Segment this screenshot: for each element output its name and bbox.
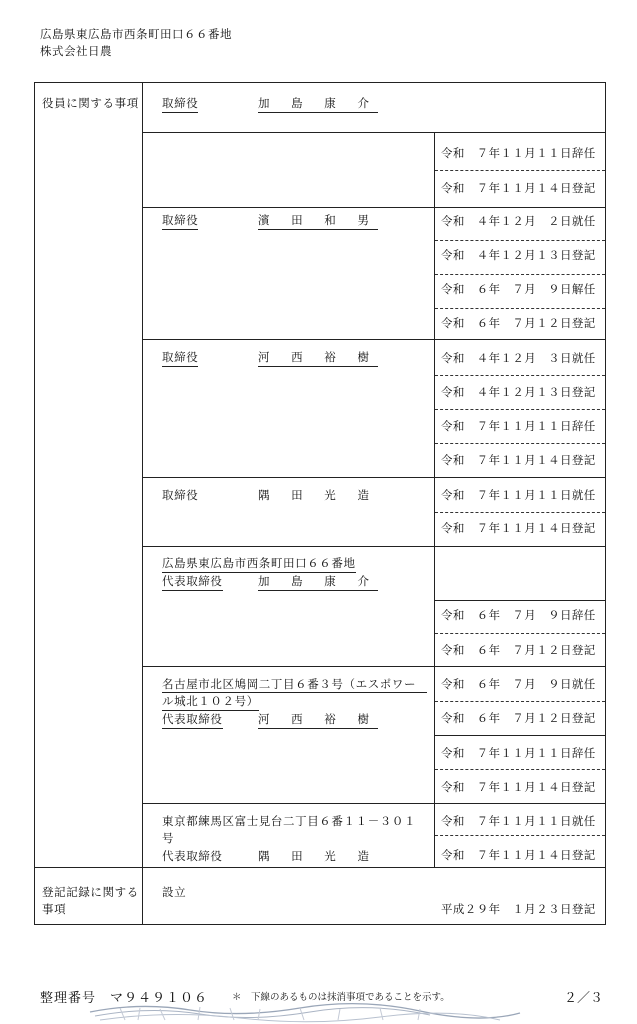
header-address: 広島県東広島市西条町田口６６番地 bbox=[40, 27, 232, 41]
record-event: 設立 bbox=[162, 885, 187, 899]
row-divider bbox=[434, 600, 605, 601]
row-divider bbox=[142, 477, 605, 478]
rep-address-line1: 東京都練馬区富士見台二丁目６番１１－３０１ bbox=[162, 814, 417, 828]
row-divider bbox=[142, 666, 605, 667]
row-divider bbox=[142, 207, 605, 208]
rep-date: 令和 ７年１１月１４日登記 bbox=[441, 780, 596, 794]
row-divider bbox=[142, 803, 605, 804]
officer-date: 令和 ４年１２月 ２日就任 bbox=[441, 214, 596, 228]
officer-date: 令和 ４年１２月 ３日就任 bbox=[441, 351, 596, 365]
officer-name: 濱 田 和 男 bbox=[258, 212, 378, 230]
record-date: 平成２９年 １月２３日登記 bbox=[441, 902, 596, 916]
rep-date: 令和 ６年 ７月 ９日辞任 bbox=[441, 608, 596, 622]
officer-date: 令和 ７年１１月１１日辞任 bbox=[441, 419, 596, 433]
rep-role: 代表取締役 bbox=[162, 573, 223, 591]
officer-date: 令和 ４年１２月１３日登記 bbox=[441, 248, 596, 262]
rep-address-line1: 名古屋市北区鳩岡二丁目６番３号（エスポワー bbox=[162, 676, 427, 693]
officer-role: 取締役 bbox=[162, 349, 198, 367]
row-divider bbox=[434, 735, 605, 736]
officer-date: 令和 ７年１１月１４日登記 bbox=[441, 181, 596, 195]
rep-date: 令和 ６年 ７月１２日登記 bbox=[441, 711, 596, 725]
officer-name: 加 島 康 介 bbox=[258, 95, 378, 113]
label-column-divider bbox=[142, 83, 143, 924]
officer-date: 令和 ６年 ７月 ９日解任 bbox=[441, 282, 596, 296]
record-title-line1: 登記記録に関する bbox=[42, 885, 139, 899]
officer-role: 取締役 bbox=[162, 212, 198, 230]
officer-date: 令和 ７年１１月１４日登記 bbox=[441, 521, 596, 535]
section-divider bbox=[35, 867, 605, 868]
rep-address-line2: 号 bbox=[162, 831, 175, 845]
rep-date: 令和 ６年 ７月 ９日就任 bbox=[441, 677, 596, 691]
footer-serial: 整理番号 マ９４９１０６ bbox=[40, 991, 209, 1006]
row-divider bbox=[142, 132, 605, 133]
rep-address-line2: ル城北１０２号） bbox=[162, 693, 259, 711]
officer-date: 令和 ７年１１月１１日辞任 bbox=[441, 146, 596, 160]
officer-date: 令和 ７年１１月１１日就任 bbox=[441, 488, 596, 502]
footer-page: ２／３ bbox=[564, 991, 604, 1006]
officer-role: 取締役 bbox=[162, 488, 199, 502]
rep-name: 隅 田 光 造 bbox=[258, 849, 378, 863]
rep-role: 代表取締役 bbox=[162, 849, 223, 863]
rep-date: 令和 ７年１１月１１日就任 bbox=[441, 814, 596, 828]
officer-date: 令和 ６年 ７月１２日登記 bbox=[441, 316, 596, 330]
officer-name: 河 西 裕 樹 bbox=[258, 349, 378, 367]
officer-role: 取締役 bbox=[162, 95, 198, 113]
header-company: 株式会社日農 bbox=[40, 44, 112, 58]
rep-role: 代表取締役 bbox=[162, 711, 223, 729]
row-divider bbox=[142, 339, 605, 340]
rep-address: 広島県東広島市西条町田口６６番地 bbox=[162, 555, 356, 573]
section-officers-title: 役員に関する事項 bbox=[42, 96, 139, 110]
officer-date: 令和 ７年１１月１４日登記 bbox=[441, 453, 596, 467]
row-divider bbox=[142, 546, 605, 547]
rep-date: 令和 ７年１１月１１日辞任 bbox=[441, 746, 596, 760]
document-footer bbox=[0, 980, 637, 1024]
rep-name: 河 西 裕 樹 bbox=[258, 711, 378, 729]
officer-name: 隅 田 光 造 bbox=[258, 488, 378, 502]
record-title-line2: 事項 bbox=[42, 902, 67, 916]
rep-date: 令和 ７年１１月１４日登記 bbox=[441, 848, 596, 862]
date-column-divider bbox=[434, 132, 435, 867]
register-table bbox=[34, 82, 606, 925]
rep-name: 加 島 康 介 bbox=[258, 573, 378, 591]
rep-date: 令和 ６年 ７月１２日登記 bbox=[441, 643, 596, 657]
officer-date: 令和 ４年１２月１３日登記 bbox=[441, 385, 596, 399]
footer-note: ＊ 下線のあるものは抹消事項であることを示す。 bbox=[232, 992, 450, 1003]
